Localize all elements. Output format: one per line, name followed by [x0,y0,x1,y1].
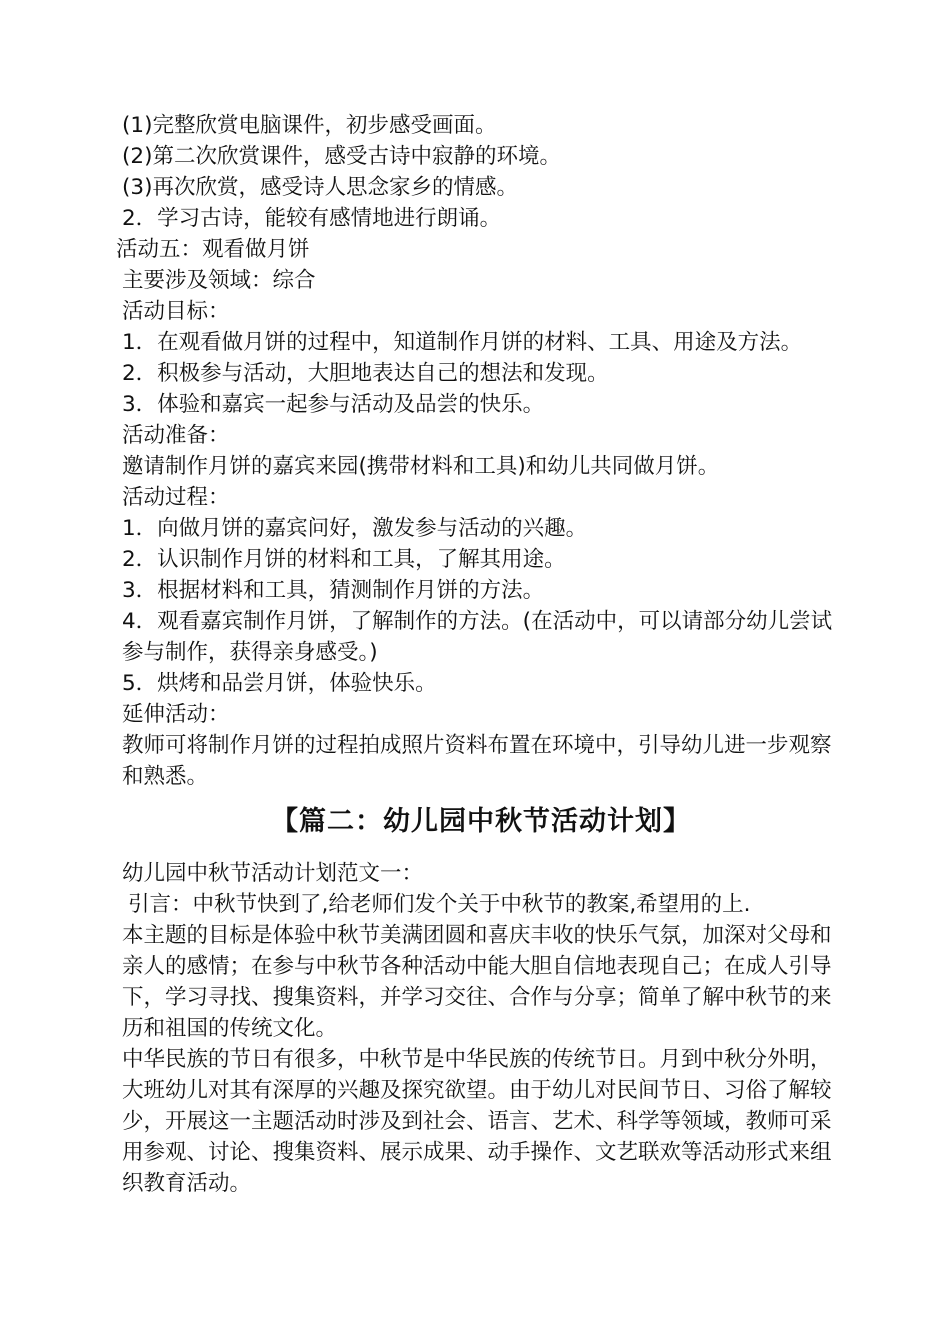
text-line: 3．体验和嘉宾一起参与活动及品尝的快乐。 [122,392,545,417]
text-line: 主要涉及领域：综合 [122,268,316,293]
text-line: 邀请制作月饼的嘉宾来园(携带材料和工具)和幼儿共同做月饼。 [122,454,720,479]
text-paragraph: 中华民族的节日有很多，中秋节是中华民族的传统节日。月到中秋分外明，大班幼儿对其有深厚的兴趣及探究欲望。由于幼儿对民间节日、习俗了解较少，开展这一主题活动时涉及到社会、语言、艺术、科学等领域，教师可采用参观、讨论、搜集资料、展示成果、动手操作、文艺联欢等活动形式来组织教育活动。 [122,1047,832,1196]
text-line: 活动过程： [122,485,230,510]
text-line: 3．根据材料和工具，猜测制作月饼的方法。 [122,578,545,603]
section-heading: 【篇二：幼儿园中秋节活动计划】 [271,806,691,837]
text-line: 5．烘烤和品尝月饼，体验快乐。 [122,671,437,696]
text-line: (2)第二次欣赏课件，感受古诗中寂静的环境。 [122,144,561,169]
document-page [116,110,846,1199]
text-line: 2．学习古诗，能较有感情地进行朗诵。 [122,206,502,231]
text-line: 活动准备： [122,423,230,448]
text-line: (1)完整欣赏电脑课件，初步感受画面。 [122,113,497,138]
text-line: 引言：中秋节快到了,给老师们发个关于中秋节的教案,希望用的上. [128,892,751,917]
text-paragraph: 4．观看嘉宾制作月饼，了解制作的方法。(在活动中，可以请部分幼儿尝试参与制作，获得亲身感受。) [122,609,833,665]
text-line: 2．积极参与活动，大胆地表达自己的想法和发现。 [122,361,609,386]
activity-title: 活动五：观看做月饼 [116,237,310,262]
text-paragraph: 教师可将制作月饼的过程拍成照片资料布置在环境中，引导幼儿进一步观察和熟悉。 [122,733,832,789]
text-line: 幼儿园中秋节活动计划范文一： [122,861,424,886]
text-paragraph: 1．在观看做月饼的过程中，知道制作月饼的材料、工具、用途及方法。 [122,330,803,355]
text-line: 1．向做月饼的嘉宾问好，激发参与活动的兴趣。 [122,516,588,541]
text-line: 活动目标： [122,299,230,324]
text-line: 2．认识制作月饼的材料和工具，了解其用途。 [122,547,566,572]
text-line: 延伸活动： [122,702,230,727]
text-paragraph: 本主题的目标是体验中秋节美满团圆和喜庆丰收的快乐气氛，加深对父母和亲人的感情；在参与中秋节各种活动中能大胆自信地表现自己；在成人引导下，学习寻找、搜集资料，并学习交往、合作与分享；简单了解中秋节的来历和祖国的传统文化。 [122,923,832,1041]
text-line: (3)再次欣赏，感受诗人思念家乡的情感。 [122,175,518,200]
